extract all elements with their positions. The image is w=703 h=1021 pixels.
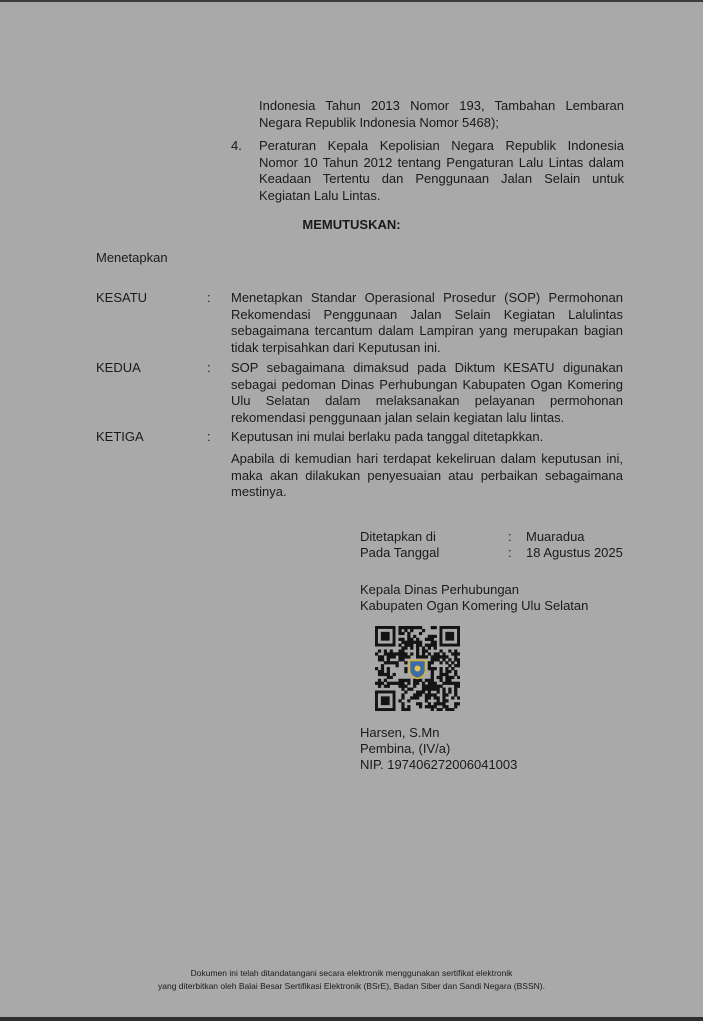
office-region: Kabupaten Ogan Komering Ulu Selatan xyxy=(360,598,589,613)
diktum-text-kesatu: Menetapkan Standar Operasional Prosedur (SOP) Permohonan Rekomendasi Penggunaan Jalan Selain Kegiatan Lalulintas sebagaimana tercantum dalam Lampiran yang merupakan bagian tidak terpisahkan dari Keputusan ini. xyxy=(231,290,623,355)
diktum-text-ketiga: Keputusan ini mulai berlaku pada tanggal ditetapkkan. xyxy=(231,429,544,444)
place-value: Muaradua xyxy=(526,529,585,544)
diktum-colon: : xyxy=(207,429,211,444)
place-label: Ditetapkan di xyxy=(360,529,436,544)
diktum-label-kesatu: KESATU xyxy=(96,290,148,305)
signer-nip: NIP. 197406272006041003 xyxy=(360,757,518,772)
scan-bottom-edge xyxy=(0,1017,703,1021)
date-value: 18 Agustus 2025 xyxy=(526,545,623,560)
diktum-colon: : xyxy=(207,290,211,305)
item-number: 4. xyxy=(231,138,242,153)
signer-rank: Pembina, (IV/a) xyxy=(360,741,451,756)
qr-code-icon xyxy=(375,626,460,711)
continuation-paragraph: Indonesia Tahun 2013 Nomor 193, Tambahan Lembaran Negara Republik Indonesia Nomor 5468); xyxy=(259,98,624,130)
diktum-text-kedua: SOP sebagaimana dimaksud pada Diktum KESATU digunakan sebagai pedoman Dinas Perhubungan Kabupaten Ogan Komering Ulu Selatan dalam melaksanakan pelayanan permohonan rekomendasi penggunaan jalan selain kegiatan lalu lintas. xyxy=(231,360,623,425)
place-colon: : xyxy=(508,529,512,544)
footer-line-2: yang diterbitkan oleh Balai Besar Sertifikasi Elektronik (BSrE), Badan Siber dan Sandi Negara (BSSN). xyxy=(158,981,545,991)
office-title: Kepala Dinas Perhubungan xyxy=(360,582,520,597)
diktum-colon: : xyxy=(207,360,211,375)
diktum-label-kedua: KEDUA xyxy=(96,360,141,375)
date-label: Pada Tanggal xyxy=(360,545,440,560)
diktum-label-ketiga: KETIGA xyxy=(96,429,144,444)
menetapkan-label: Menetapkan xyxy=(96,250,168,265)
footer-line-1: Dokumen ini telah ditandatangani secara elektronik menggunakan sertifikat elektronik xyxy=(190,968,513,978)
diktum-text-ketiga-2: Apabila di kemudian hari terdapat kekeliruan dalam keputusan ini, maka akan dilakukan penyesuaian atau perbaikan sebagaimana mestinya. xyxy=(231,451,623,499)
signer-name: Harsen, S.Mn xyxy=(360,725,440,740)
decision-heading: MEMUTUSKAN: xyxy=(302,217,401,232)
item-4-text: Peraturan Kepala Kepolisian Negara Republik Indonesia Nomor 10 Tahun 2012 tentang Pengaturan Lalu Lintas dalam Keadaan Tertentu dan Penggunaan Jalan Selain untuk Kegiatan Lalu Lintas. xyxy=(259,138,624,203)
date-colon: : xyxy=(508,545,512,560)
